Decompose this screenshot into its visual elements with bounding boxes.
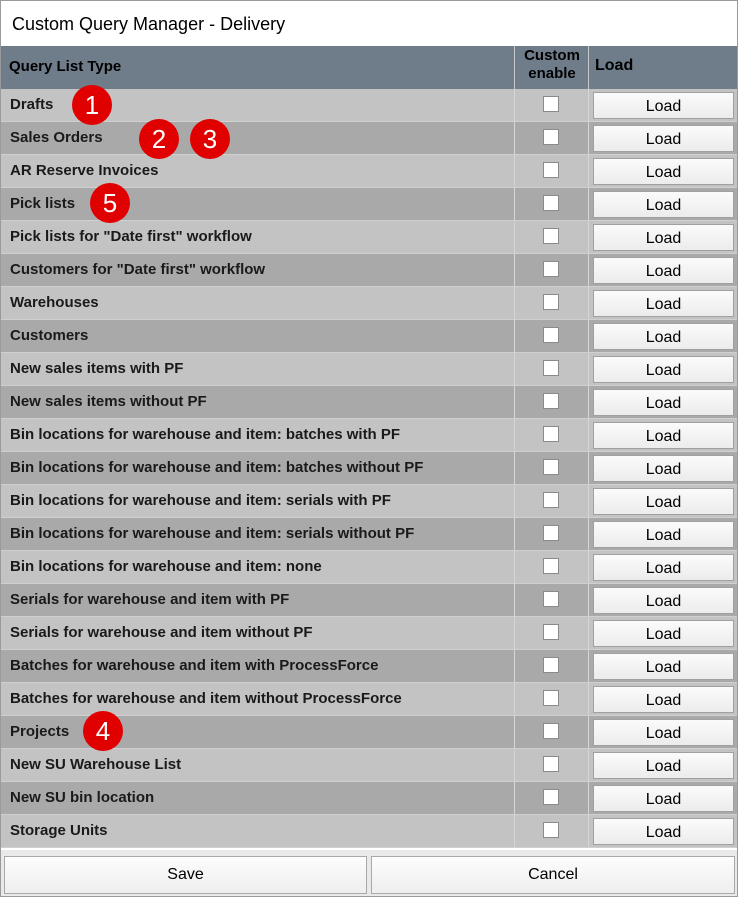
column-separator [514, 221, 515, 254]
table-row[interactable] [1, 254, 737, 287]
load-button[interactable]: Load [593, 356, 734, 383]
column-separator [514, 122, 515, 155]
column-separator [588, 485, 589, 518]
column-separator [514, 749, 515, 782]
column-separator [514, 188, 515, 221]
column-separator [514, 485, 515, 518]
column-separator [514, 683, 515, 716]
column-separator [588, 749, 589, 782]
column-separator [588, 650, 589, 683]
column-separator [514, 254, 515, 287]
query-list-type-cell: Serials for warehouse and item with PF [10, 591, 290, 608]
query-list-type-cell: New SU bin location [10, 789, 155, 806]
table-row[interactable] [1, 584, 737, 617]
load-button[interactable]: Load [593, 257, 734, 284]
column-separator [588, 551, 589, 584]
table-row[interactable] [1, 683, 737, 716]
column-separator [588, 452, 589, 485]
custom-enable-checkbox[interactable] [543, 657, 559, 673]
load-button[interactable]: Load [593, 158, 734, 185]
load-button[interactable]: Load [593, 719, 734, 746]
query-list-type-cell: Batches for warehouse and item without ProcessForce [10, 690, 402, 707]
table-row[interactable] [1, 320, 737, 353]
column-separator [514, 419, 515, 452]
custom-enable-checkbox[interactable] [543, 624, 559, 640]
header-custom-enable-line1: Custom [524, 47, 580, 64]
table-row[interactable] [1, 617, 737, 650]
save-button[interactable]: Save [4, 856, 367, 894]
query-list-type-cell: Pick lists for "Date first" workflow [10, 228, 252, 245]
column-separator [514, 584, 515, 617]
query-list-type-cell: Bin locations for warehouse and item: serials with PF [10, 492, 391, 509]
column-separator [514, 89, 515, 122]
load-button[interactable]: Load [593, 587, 734, 614]
query-list-type-cell: New SU Warehouse List [10, 756, 182, 773]
dialog-footer [1, 850, 737, 896]
table-row[interactable] [1, 815, 737, 848]
query-list-type-cell: New sales items without PF [10, 393, 207, 410]
column-separator [514, 617, 515, 650]
column-separator [588, 155, 589, 188]
table-row[interactable] [1, 452, 737, 485]
custom-enable-checkbox[interactable] [543, 96, 559, 112]
query-list-type-cell: Bin locations for warehouse and item: batches without PF [10, 459, 424, 476]
load-button[interactable]: Load [593, 686, 734, 713]
load-button[interactable]: Load [593, 389, 734, 416]
column-separator [514, 386, 515, 419]
custom-enable-checkbox[interactable] [543, 822, 559, 838]
query-list-type-cell: Storage Units [10, 822, 108, 839]
column-separator [514, 815, 515, 848]
header-separator [588, 46, 589, 89]
column-separator [514, 320, 515, 353]
custom-enable-checkbox[interactable] [543, 459, 559, 475]
custom-enable-checkbox[interactable] [543, 723, 559, 739]
column-separator [514, 452, 515, 485]
custom-enable-checkbox[interactable] [543, 327, 559, 343]
load-button[interactable]: Load [593, 488, 734, 515]
column-separator [514, 287, 515, 320]
table-row[interactable] [1, 221, 737, 254]
custom-enable-checkbox[interactable] [543, 360, 559, 376]
custom-enable-checkbox[interactable] [543, 294, 559, 310]
query-list-type-cell: Customers for "Date first" workflow [10, 261, 266, 278]
column-separator [588, 716, 589, 749]
table-row[interactable] [1, 419, 737, 452]
query-list-type-cell: Projects [10, 723, 70, 740]
column-separator [514, 782, 515, 815]
column-separator [588, 518, 589, 551]
custom-enable-checkbox[interactable] [543, 525, 559, 541]
query-list-type-cell: Sales Orders [10, 129, 103, 146]
column-separator [588, 617, 589, 650]
table-header [1, 46, 737, 89]
load-button[interactable]: Load [593, 785, 734, 812]
custom-enable-checkbox[interactable] [543, 195, 559, 211]
custom-enable-checkbox[interactable] [543, 789, 559, 805]
load-button[interactable]: Load [593, 191, 734, 218]
column-separator [514, 551, 515, 584]
cancel-button[interactable]: Cancel [371, 856, 735, 894]
query-list-type-cell: AR Reserve Invoices [10, 162, 159, 179]
annotation-badge-1: 1 [72, 85, 112, 125]
column-separator [514, 716, 515, 749]
load-button[interactable]: Load [593, 422, 734, 449]
custom-enable-checkbox[interactable] [543, 393, 559, 409]
custom-enable-checkbox[interactable] [543, 558, 559, 574]
column-separator [514, 650, 515, 683]
custom-enable-checkbox[interactable] [543, 162, 559, 178]
custom-enable-checkbox[interactable] [543, 129, 559, 145]
load-button[interactable]: Load [593, 125, 734, 152]
row-divider [1, 847, 737, 848]
column-separator [588, 683, 589, 716]
query-list-type-cell: Bin locations for warehouse and item: none [10, 558, 322, 575]
column-separator [588, 89, 589, 122]
column-separator [514, 155, 515, 188]
query-list-type-cell: Bin locations for warehouse and item: batches with PF [10, 426, 401, 443]
query-list-type-cell: Bin locations for warehouse and item: serials without PF [10, 525, 415, 542]
table-row[interactable] [1, 122, 737, 155]
custom-enable-checkbox[interactable] [543, 591, 559, 607]
load-button[interactable]: Load [593, 653, 734, 680]
table-row[interactable] [1, 782, 737, 815]
query-list-type-cell: Serials for warehouse and item without PF [10, 624, 313, 641]
column-separator [588, 584, 589, 617]
query-list-type-cell: New sales items with PF [10, 360, 184, 377]
column-separator [588, 221, 589, 254]
column-separator [588, 815, 589, 848]
table-row[interactable] [1, 650, 737, 683]
custom-enable-checkbox[interactable] [543, 426, 559, 442]
table-row[interactable] [1, 518, 737, 551]
query-list-type-cell: Warehouses [10, 294, 99, 311]
column-separator [588, 287, 589, 320]
annotation-badge-3: 3 [190, 119, 230, 159]
load-button[interactable]: Load [593, 818, 734, 845]
custom-enable-checkbox[interactable] [543, 492, 559, 508]
column-separator [588, 386, 589, 419]
load-button[interactable]: Load [593, 224, 734, 251]
load-button[interactable]: Load [593, 521, 734, 548]
header-query-list-type[interactable]: Query List Type [9, 58, 122, 75]
window-title: Custom Query Manager - Delivery [1, 1, 737, 46]
table-row[interactable] [1, 749, 737, 782]
table-row[interactable] [1, 386, 737, 419]
table-row[interactable] [1, 485, 737, 518]
header-custom-enable[interactable] [515, 47, 589, 83]
column-separator [588, 782, 589, 815]
column-separator [588, 353, 589, 386]
header-custom-enable-line2: enable [528, 65, 576, 82]
query-list-type-cell: Batches for warehouse and item with ProcessForce [10, 657, 379, 674]
load-button[interactable]: Load [593, 290, 734, 317]
annotation-badge-2: 2 [139, 119, 179, 159]
query-list-type-cell: Customers [10, 327, 89, 344]
load-button[interactable]: Load [593, 554, 734, 581]
load-button[interactable]: Load [593, 323, 734, 350]
query-list-type-cell: Drafts [10, 96, 54, 113]
annotation-badge-5: 5 [90, 183, 130, 223]
column-separator [514, 518, 515, 551]
load-button[interactable]: Load [593, 620, 734, 647]
annotation-badge-4: 4 [83, 711, 123, 751]
custom-enable-checkbox[interactable] [543, 756, 559, 772]
table-row[interactable] [1, 353, 737, 386]
custom-enable-checkbox[interactable] [543, 261, 559, 277]
column-separator [588, 320, 589, 353]
table-row[interactable] [1, 287, 737, 320]
custom-enable-checkbox[interactable] [543, 228, 559, 244]
table-row[interactable] [1, 551, 737, 584]
custom-enable-checkbox[interactable] [543, 690, 559, 706]
column-separator [588, 419, 589, 452]
load-button[interactable]: Load [593, 92, 734, 119]
load-button[interactable]: Load [593, 455, 734, 482]
column-separator [588, 188, 589, 221]
query-list-type-cell: Pick lists [10, 195, 76, 212]
load-button[interactable]: Load [593, 752, 734, 779]
header-load[interactable]: Load [595, 57, 634, 74]
column-separator [514, 353, 515, 386]
column-separator [588, 122, 589, 155]
column-separator [588, 254, 589, 287]
